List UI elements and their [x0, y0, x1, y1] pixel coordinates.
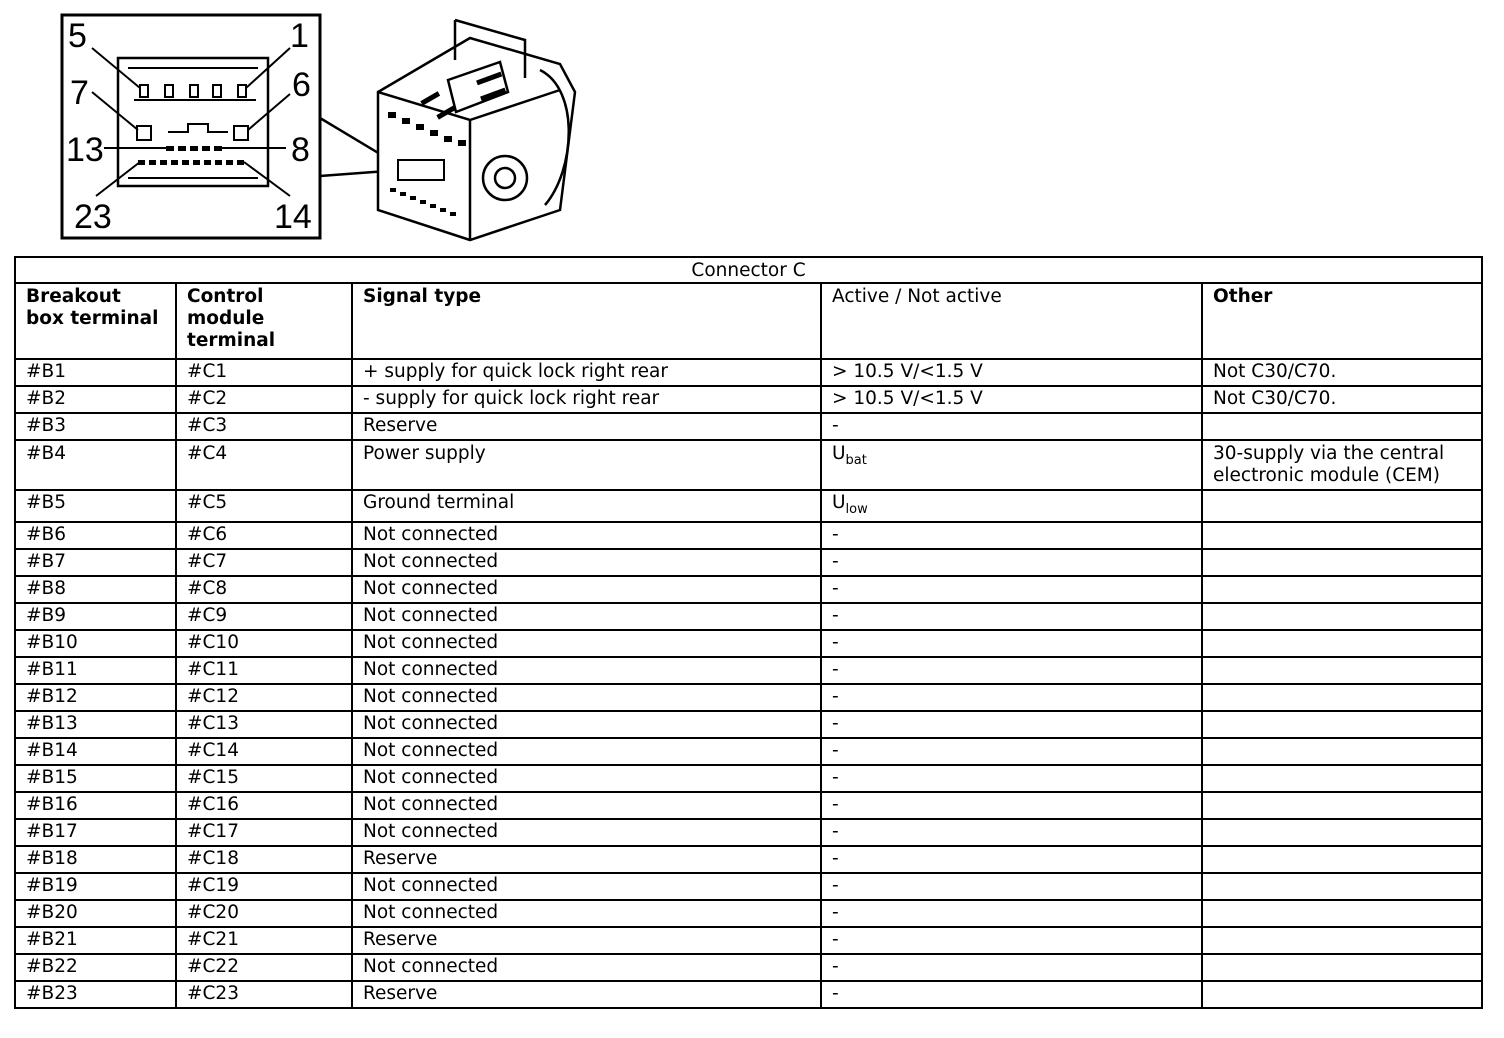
- breakout-cell-text: #B3: [26, 415, 66, 436]
- table-row: [15, 576, 1482, 603]
- other-cell-text: 30-supply via the central electronic module (CEM): [1213, 443, 1445, 486]
- breakout-cell-text: #B8: [26, 578, 66, 599]
- control-cell: [176, 981, 352, 1008]
- breakout-cell: [15, 413, 176, 440]
- control-cell: [176, 603, 352, 630]
- signal-cell: [352, 359, 821, 386]
- signal-cell-text: Not connected: [363, 605, 499, 626]
- breakout-cell: [15, 386, 176, 413]
- table-row: [15, 981, 1482, 1008]
- breakout-cell-text: #B4: [26, 443, 66, 464]
- active-cell: [821, 576, 1202, 603]
- header-control-module-terminal: Control module terminal: [176, 283, 352, 359]
- breakout-cell: [15, 711, 176, 738]
- active-cell-text: -: [832, 983, 839, 1004]
- table-row: [15, 711, 1482, 738]
- table-row: [15, 630, 1482, 657]
- pin-label-7: 7: [70, 74, 89, 112]
- breakout-cell-text: #B18: [26, 848, 78, 869]
- table-row: [15, 954, 1482, 981]
- control-cell-text: #C9: [187, 605, 228, 626]
- header-breakout-box-terminal: Breakout box terminal: [15, 283, 176, 359]
- signal-cell-text: Not connected: [363, 902, 499, 923]
- signal-cell: [352, 819, 821, 846]
- table-row: [15, 440, 1482, 490]
- breakout-cell-text: #B5: [26, 492, 66, 513]
- other-cell: [1202, 792, 1482, 819]
- signal-cell-text: Not connected: [363, 632, 499, 653]
- active-cell-text: -: [832, 686, 839, 707]
- active-cell-text: -: [832, 659, 839, 680]
- signal-cell: [352, 792, 821, 819]
- other-cell: [1202, 603, 1482, 630]
- other-cell: [1202, 576, 1482, 603]
- control-cell-text: #C20: [187, 902, 239, 923]
- signal-cell-text: Not connected: [363, 740, 499, 761]
- control-cell: [176, 630, 352, 657]
- control-cell: [176, 711, 352, 738]
- active-cell: [821, 900, 1202, 927]
- table-row: [15, 603, 1482, 630]
- pin-label-8: 8: [291, 131, 310, 169]
- other-cell: [1202, 549, 1482, 576]
- signal-cell: [352, 413, 821, 440]
- breakout-cell: [15, 738, 176, 765]
- connector-drawing: [0, 0, 600, 250]
- breakout-cell-text: #B12: [26, 686, 78, 707]
- pin-label-6: 6: [292, 66, 311, 104]
- other-cell: [1202, 386, 1482, 413]
- control-cell-text: #C1: [187, 361, 228, 382]
- breakout-cell: [15, 792, 176, 819]
- other-cell: [1202, 954, 1482, 981]
- signal-cell-text: + supply for quick lock right rear: [363, 361, 668, 382]
- active-cell-text: -: [832, 605, 839, 626]
- active-cell: [821, 359, 1202, 386]
- signal-cell-text: Not connected: [363, 578, 499, 599]
- table-row: [15, 359, 1482, 386]
- breakout-cell-text: #B16: [26, 794, 78, 815]
- active-cell-text: -: [832, 713, 839, 734]
- control-cell-text: #C2: [187, 388, 228, 409]
- active-cell-text: -: [832, 821, 839, 842]
- breakout-cell: [15, 576, 176, 603]
- signal-cell-text: Not connected: [363, 551, 499, 572]
- pin-label-5: 5: [68, 17, 87, 55]
- signal-cell-text: Not connected: [363, 686, 499, 707]
- signal-cell-text: Not connected: [363, 956, 499, 977]
- breakout-cell: [15, 549, 176, 576]
- breakout-cell-text: #B20: [26, 902, 78, 923]
- control-cell: [176, 549, 352, 576]
- control-cell: [176, 873, 352, 900]
- control-cell-text: #C3: [187, 415, 228, 436]
- other-cell-text: Not C30/C70.: [1213, 388, 1337, 409]
- active-cell: [821, 765, 1202, 792]
- control-cell: [176, 846, 352, 873]
- table-row: [15, 684, 1482, 711]
- signal-cell: [352, 873, 821, 900]
- active-cell: [821, 386, 1202, 413]
- breakout-cell: [15, 657, 176, 684]
- active-cell-text: -: [832, 524, 839, 545]
- active-cell-text: -: [832, 875, 839, 896]
- active-cell-text: -: [832, 848, 839, 869]
- control-cell-text: #C19: [187, 875, 239, 896]
- control-cell: [176, 819, 352, 846]
- other-cell: [1202, 684, 1482, 711]
- control-cell: [176, 792, 352, 819]
- header-signal-type: Signal type: [352, 283, 821, 359]
- breakout-cell-text: #B21: [26, 929, 78, 950]
- active-cell: [821, 792, 1202, 819]
- signal-cell-text: Not connected: [363, 659, 499, 680]
- table-row: [15, 792, 1482, 819]
- signal-cell: [352, 386, 821, 413]
- active-cell-text: -: [832, 740, 839, 761]
- control-cell: [176, 386, 352, 413]
- breakout-cell-text: #B13: [26, 713, 78, 734]
- active-cell: [821, 738, 1202, 765]
- breakout-cell: [15, 490, 176, 522]
- connector-diagram: [0, 0, 600, 250]
- signal-cell: [352, 657, 821, 684]
- active-cell-text: U: [832, 492, 846, 513]
- control-cell: [176, 900, 352, 927]
- breakout-cell-text: #B2: [26, 388, 66, 409]
- connector-c-table: [14, 256, 1483, 1009]
- signal-cell: [352, 711, 821, 738]
- breakout-cell: [15, 440, 176, 490]
- breakout-cell-text: #B23: [26, 983, 78, 1004]
- breakout-cell: [15, 954, 176, 981]
- active-cell-text: -: [832, 956, 839, 977]
- breakout-cell-text: #B1: [26, 361, 66, 382]
- control-cell-text: #C17: [187, 821, 239, 842]
- breakout-cell-text: #B17: [26, 821, 78, 842]
- signal-cell-text: Not connected: [363, 713, 499, 734]
- control-cell-text: #C7: [187, 551, 228, 572]
- signal-cell-text: Not connected: [363, 767, 499, 788]
- breakout-cell-text: #B6: [26, 524, 66, 545]
- active-cell: [821, 873, 1202, 900]
- connector-housing-3d: [378, 20, 575, 240]
- other-cell: [1202, 981, 1482, 1008]
- breakout-cell: [15, 522, 176, 549]
- active-cell: [821, 522, 1202, 549]
- active-cell-text: > 10.5 V/<1.5 V: [832, 361, 983, 382]
- active-cell-text: -: [832, 551, 839, 572]
- active-cell: [821, 440, 1202, 490]
- active-cell-text: -: [832, 632, 839, 653]
- active-cell: [821, 657, 1202, 684]
- control-cell-text: #C12: [187, 686, 239, 707]
- table-row: [15, 765, 1482, 792]
- table-title: Connector C: [15, 257, 1482, 283]
- control-cell: [176, 440, 352, 490]
- breakout-cell: [15, 927, 176, 954]
- signal-cell: [352, 738, 821, 765]
- signal-cell-text: Not connected: [363, 794, 499, 815]
- active-cell-text: -: [832, 794, 839, 815]
- signal-cell: [352, 440, 821, 490]
- active-cell-text: -: [832, 415, 839, 436]
- breakout-cell: [15, 819, 176, 846]
- signal-cell: [352, 765, 821, 792]
- control-cell-text: #C5: [187, 492, 228, 513]
- signal-cell: [352, 900, 821, 927]
- control-cell-text: #C18: [187, 848, 239, 869]
- signal-cell-text: Ground terminal: [363, 492, 515, 513]
- control-cell: [176, 954, 352, 981]
- active-cell: [821, 954, 1202, 981]
- control-cell-text: #C13: [187, 713, 239, 734]
- control-cell-text: #C15: [187, 767, 239, 788]
- control-cell-text: #C6: [187, 524, 228, 545]
- table-row: [15, 819, 1482, 846]
- active-cell-text: > 10.5 V/<1.5 V: [832, 388, 983, 409]
- signal-cell: [352, 954, 821, 981]
- breakout-cell-text: #B10: [26, 632, 78, 653]
- signal-cell: [352, 522, 821, 549]
- control-cell-text: #C11: [187, 659, 239, 680]
- signal-cell: [352, 846, 821, 873]
- other-cell: [1202, 522, 1482, 549]
- control-cell-text: #C10: [187, 632, 239, 653]
- signal-cell-text: Reserve: [363, 983, 438, 1004]
- breakout-cell: [15, 359, 176, 386]
- header-active-not-active: Active / Not active: [821, 283, 1202, 359]
- other-cell: [1202, 765, 1482, 792]
- other-cell: [1202, 630, 1482, 657]
- active-cell: [821, 413, 1202, 440]
- control-cell-text: #C22: [187, 956, 239, 977]
- signal-cell: [352, 630, 821, 657]
- other-cell: [1202, 900, 1482, 927]
- other-cell: [1202, 490, 1482, 522]
- other-cell: [1202, 711, 1482, 738]
- active-cell: [821, 981, 1202, 1008]
- breakout-cell: [15, 981, 176, 1008]
- signal-cell-text: Reserve: [363, 929, 438, 950]
- table-row: [15, 738, 1482, 765]
- active-cell-text: -: [832, 767, 839, 788]
- table-row: [15, 490, 1482, 522]
- active-cell: [821, 927, 1202, 954]
- active-cell: [821, 711, 1202, 738]
- other-cell: [1202, 657, 1482, 684]
- table-row: [15, 386, 1482, 413]
- table-row: [15, 522, 1482, 549]
- breakout-cell: [15, 873, 176, 900]
- other-cell: [1202, 819, 1482, 846]
- table-row: [15, 873, 1482, 900]
- other-cell: [1202, 873, 1482, 900]
- breakout-cell: [15, 900, 176, 927]
- signal-cell: [352, 549, 821, 576]
- active-cell-subscript: low: [845, 502, 868, 517]
- breakout-cell-text: #B9: [26, 605, 66, 626]
- signal-cell: [352, 603, 821, 630]
- active-cell: [821, 846, 1202, 873]
- signal-cell-text: Not connected: [363, 875, 499, 896]
- signal-cell-text: Power supply: [363, 443, 486, 464]
- table-row: [15, 927, 1482, 954]
- breakout-cell-text: #B7: [26, 551, 66, 572]
- other-cell: [1202, 738, 1482, 765]
- control-cell-text: #C14: [187, 740, 239, 761]
- breakout-cell: [15, 765, 176, 792]
- control-cell-text: #C21: [187, 929, 239, 950]
- other-cell: [1202, 846, 1482, 873]
- breakout-cell: [15, 603, 176, 630]
- breakout-cell-text: #B19: [26, 875, 78, 896]
- other-cell: [1202, 413, 1482, 440]
- breakout-cell: [15, 630, 176, 657]
- other-cell-text: Not C30/C70.: [1213, 361, 1337, 382]
- active-cell-text: -: [832, 902, 839, 923]
- breakout-cell: [15, 684, 176, 711]
- header-other: Other: [1202, 283, 1482, 359]
- table-row: [15, 846, 1482, 873]
- control-cell: [176, 413, 352, 440]
- signal-cell-text: Reserve: [363, 848, 438, 869]
- active-cell: [821, 549, 1202, 576]
- active-cell: [821, 490, 1202, 522]
- active-cell: [821, 630, 1202, 657]
- control-cell: [176, 657, 352, 684]
- active-cell: [821, 603, 1202, 630]
- signal-cell: [352, 684, 821, 711]
- control-cell: [176, 684, 352, 711]
- active-cell: [821, 684, 1202, 711]
- table-row: [15, 413, 1482, 440]
- signal-cell: [352, 981, 821, 1008]
- table-row: [15, 900, 1482, 927]
- active-cell-text: U: [832, 443, 846, 464]
- breakout-cell-text: #B14: [26, 740, 78, 761]
- signal-cell-text: Not connected: [363, 524, 499, 545]
- pin-label-23: 23: [74, 198, 112, 236]
- pin-label-14: 14: [274, 198, 312, 236]
- control-cell: [176, 927, 352, 954]
- control-cell: [176, 765, 352, 792]
- pin-label-13: 13: [66, 131, 104, 169]
- control-cell: [176, 522, 352, 549]
- active-cell-text: -: [832, 929, 839, 950]
- signal-cell: [352, 490, 821, 522]
- breakout-cell: [15, 846, 176, 873]
- control-cell-text: #C23: [187, 983, 239, 1004]
- signal-cell-text: Reserve: [363, 415, 438, 436]
- other-cell: [1202, 927, 1482, 954]
- active-cell-subscript: bat: [845, 453, 867, 468]
- breakout-cell-text: #B15: [26, 767, 78, 788]
- other-cell: [1202, 359, 1482, 386]
- control-cell: [176, 490, 352, 522]
- signal-cell: [352, 576, 821, 603]
- signal-cell-text: - supply for quick lock right rear: [363, 388, 660, 409]
- other-cell: [1202, 440, 1482, 490]
- control-cell-text: #C16: [187, 794, 239, 815]
- breakout-cell-text: #B11: [26, 659, 78, 680]
- control-cell: [176, 359, 352, 386]
- pin-label-1: 1: [290, 17, 309, 55]
- signal-cell-text: Not connected: [363, 821, 499, 842]
- control-cell: [176, 576, 352, 603]
- table-row: [15, 549, 1482, 576]
- control-cell: [176, 738, 352, 765]
- control-cell-text: #C8: [187, 578, 228, 599]
- signal-cell: [352, 927, 821, 954]
- table-row: [15, 657, 1482, 684]
- control-cell-text: #C4: [187, 443, 228, 464]
- active-cell: [821, 819, 1202, 846]
- breakout-cell-text: #B22: [26, 956, 78, 977]
- active-cell-text: -: [832, 578, 839, 599]
